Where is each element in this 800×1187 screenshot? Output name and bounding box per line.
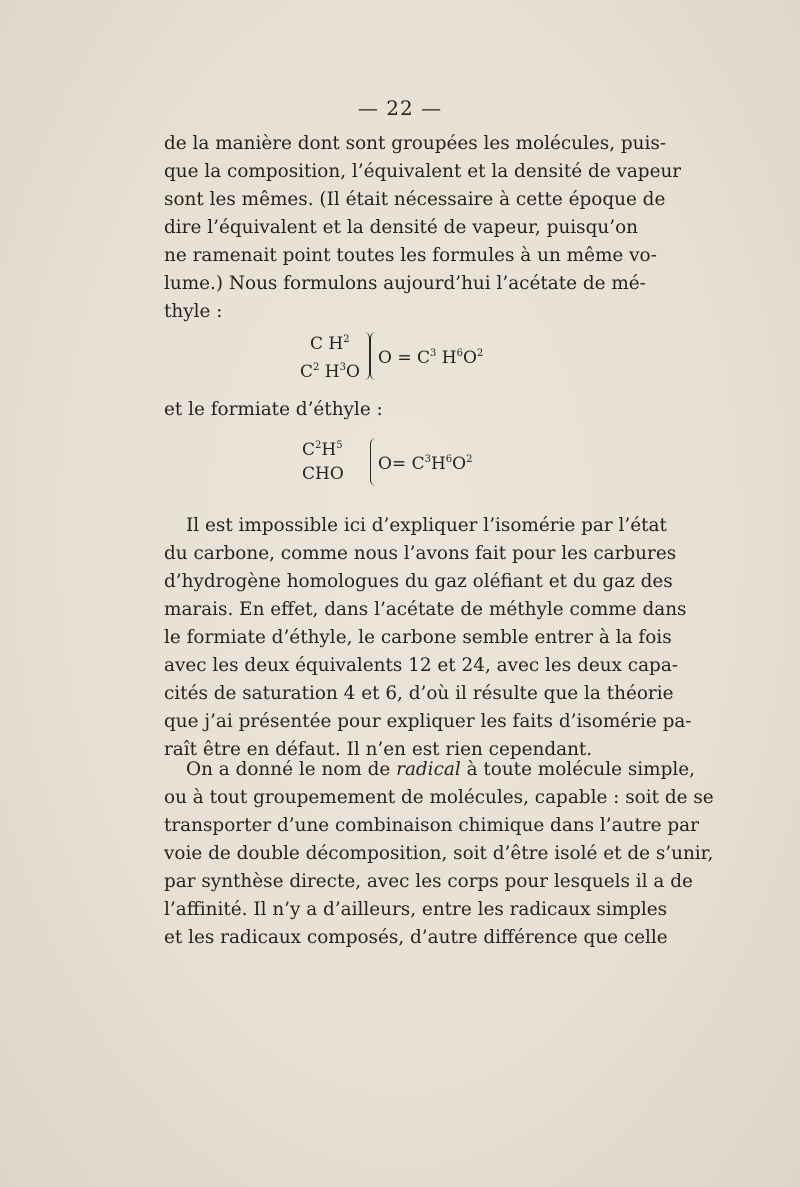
formula-top-row: $C^2H^5$: [302, 440, 343, 460]
text-line: dire l’équivalent et la densité de vapeur, puisqu’on: [164, 217, 638, 238]
text-line: et le formiate d’éthyle :: [164, 399, 383, 420]
text-line: sont les mêmes. (Il était nécessaire à cette époque de: [164, 189, 666, 210]
brace: [370, 332, 378, 380]
page-number: — 22 —: [357, 96, 443, 120]
text-line: cités de saturation 4 et 6, d’où il résulte que la théorie: [164, 683, 674, 704]
text-line: thyle :: [164, 301, 223, 322]
text-line: ne ramenait point toutes les formules à un même vo-: [164, 245, 657, 266]
text-line: transporter d’une combinaison chimique dans l’autre par: [164, 815, 699, 836]
formula-bottom-row: $C^2$ $H^3O$: [300, 362, 360, 382]
text-line: marais. En effet, dans l’acétate de méthyle comme dans: [164, 599, 687, 620]
text-line: l’affinité. Il n’y a d’ailleurs, entre les radicaux simples: [164, 899, 668, 920]
text-line: On a donné le nom de radical à toute molécule simple,: [186, 759, 695, 780]
formula-result: $O= C^3H^6O^2$: [378, 454, 473, 474]
text-line: de la manière dont sont groupées les molécules, puis-: [164, 133, 667, 154]
text-line: le formiate d’éthyle, le carbone semble entrer à la fois: [164, 627, 672, 648]
text-line: Il est impossible ici d’expliquer l’isomérie par l’état: [186, 515, 667, 536]
text-line: que j’ai présentée pour expliquer les faits d’isomérie pa-: [164, 711, 692, 732]
text-line: d’hydrogène homologues du gaz oléfiant et du gaz des: [164, 571, 673, 592]
formula-ethyl-formate: [300, 434, 520, 494]
text-line: lume.) Nous formulons aujourd’hui l’acétate de mé-: [164, 273, 646, 294]
text-line: que la composition, l’équivalent et la densité de vapeur: [164, 161, 682, 182]
italic-term: radical: [396, 759, 461, 780]
text-line: ou à tout groupemement de molécules, capable : soit de se: [164, 787, 714, 808]
formula-bottom-row: CHO: [302, 464, 344, 484]
brace: [362, 332, 370, 380]
brace: [370, 438, 378, 486]
text-line: voie de double décomposition, soit d’être isolé et de s’unir,: [164, 843, 714, 864]
text-line: et les radicaux composés, d’autre différence que celle: [164, 927, 668, 948]
text-line: par synthèse directe, avec les corps pour lesquels il a de: [164, 871, 693, 892]
text-line: raît être en défaut. Il n’en est rien cependant.: [164, 739, 593, 760]
text-line: du carbone, comme nous l’avons fait pour les carbures: [164, 543, 677, 564]
formula-top-row: C $H^2$: [310, 334, 350, 354]
text-line: avec les deux équivalents 12 et 24, avec les deux capa-: [164, 655, 678, 676]
formula-methyl-acetate: [300, 328, 520, 388]
formula-result: $O = C^3$ $H^6O^2$: [378, 348, 484, 368]
